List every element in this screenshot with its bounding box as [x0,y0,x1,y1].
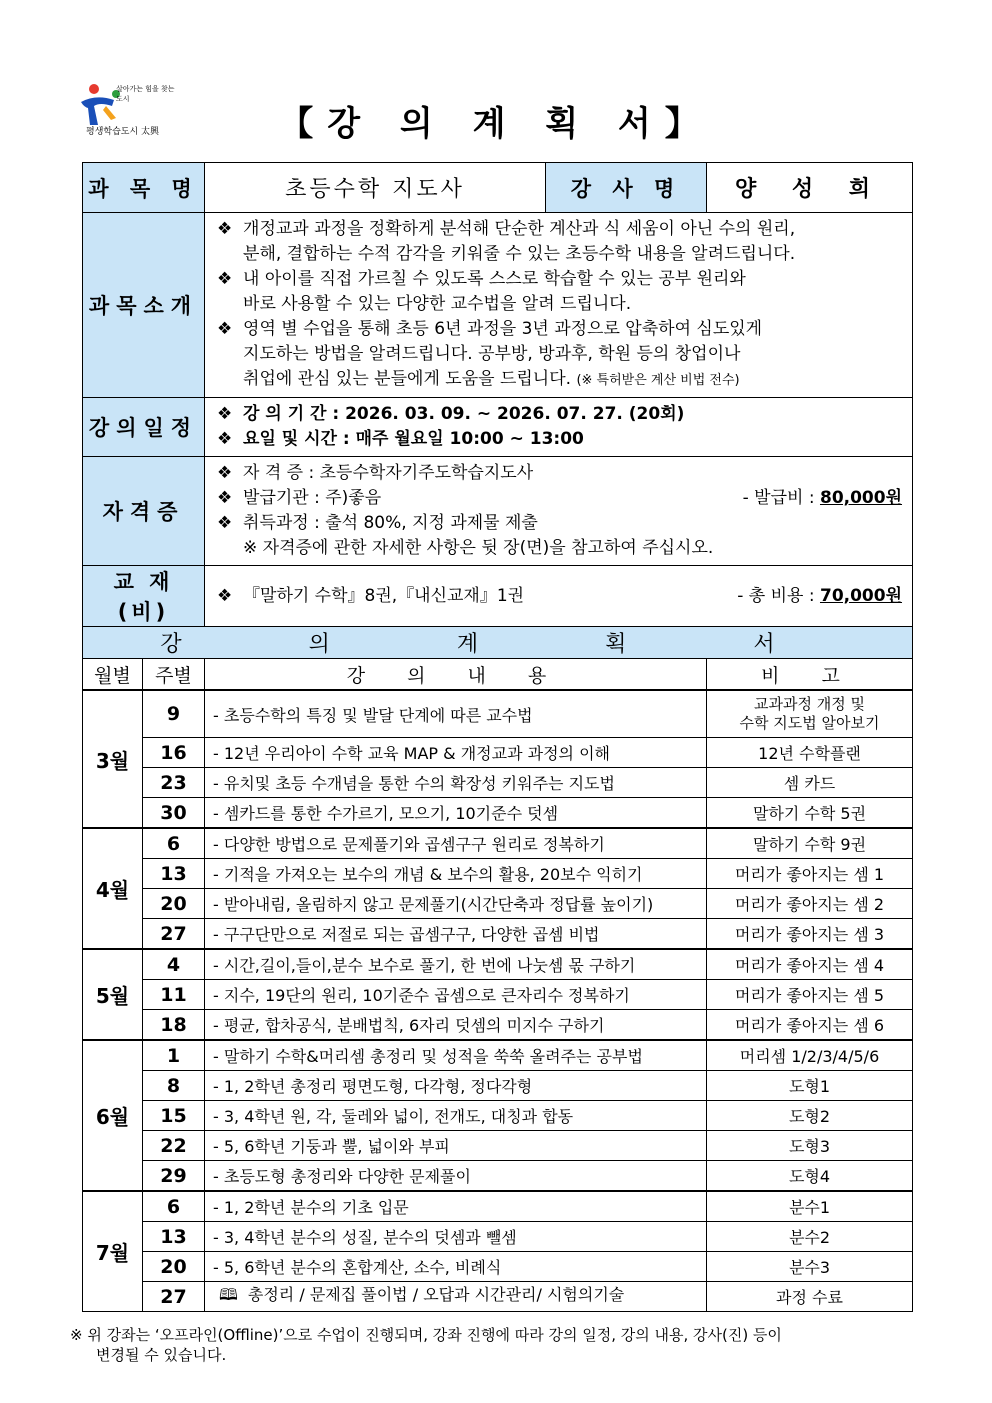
content-cell [205,798,707,829]
content-text: - 유치및 초등 수개념을 통한 수의 확장성 키워주는 지도법 [213,774,615,793]
footer-note [70,1325,918,1365]
week-cell: 1 [143,1040,205,1071]
textbook-item: ❖ 『말하기 수학』8권,『내신교재』1권 - 총 비용 : 70,000원 [217,584,902,609]
content-cell [205,949,707,980]
content-cell [205,690,707,738]
table-row [83,798,913,829]
table-row [83,1071,913,1101]
content-cell [205,1222,707,1252]
cert-issuer: ❖ 발급기관 : 주)좋음 - 발급비 : 80,000원 [217,486,902,511]
note-cell [707,949,913,980]
schedule-time: ❖ 요일 및 시간 : 매주 월요일 10:00 ~ 13:00 [217,427,902,452]
content-text: - 받아내림, 올림하지 않고 문제풀기(시간단축과 정답률 높이기) [213,895,654,914]
table-row [83,1282,913,1312]
content-text: - 말하기 수학&머리셈 총정리 및 성적을 쑥쑥 올려주는 공부법 [213,1047,643,1066]
intro-item-cont: 취업에 관심 있는 분들에게 도움을 드립니다. (※ 특허받은 계산 비법 전수) [243,369,740,389]
content-text: - 5, 6학년 기둥과 뿔, 넓이와 부피 [213,1137,450,1156]
diamond-bullet-icon: ❖ [217,513,233,533]
table-row [83,1010,913,1041]
diamond-bullet-icon: ❖ [217,269,233,289]
table-row [83,1131,913,1161]
note-cell [707,798,913,829]
note-cell [707,919,913,950]
content-text: - 평균, 합차공식, 분배법칙, 6자리 덧셈의 미지수 구하기 [213,1016,605,1035]
cert-fee: - 발급비 : 80,000원 [742,488,903,508]
note-text: 머리가 좋아지는 셈 1 [734,865,885,884]
note-text: 도형3 [788,1137,831,1156]
note-text: 교과과정 개정 및 [754,695,865,713]
week-cell: 6 [143,828,205,859]
week-cell: 18 [143,1010,205,1041]
week-cell: 11 [143,980,205,1010]
month-cell: 6월 [83,1040,143,1191]
content-cell [205,828,707,859]
document-title: 【강 의 계 획 서】 [279,104,713,144]
month-cell: 4월 [83,828,143,949]
intro-item: ❖ 개정교과 과정을 정확하게 분석해 단순한 계산과 식 세움이 아닌 수의 원리, [217,217,902,242]
content-cell [205,919,707,950]
note-cell [707,1191,913,1222]
week-cell: 9 [143,690,205,738]
cert-note: ※ 자격증에 관한 자세한 사항은 뒷 장(면)을 참고하여 주십시오. [243,538,714,558]
table-row [83,1161,913,1192]
content-text: - 구구단만으로 저절로 되는 곱셈구구, 다양한 곱셈 비법 [213,925,600,944]
content-cell [205,1131,707,1161]
content-text: - 초등수학의 특징 및 발달 단계에 따른 교수법 [213,705,533,725]
intro-label: 과목소개 [83,213,205,398]
note-text: 머리가 좋아지는 셈 6 [734,1016,885,1035]
table-row [83,949,913,980]
note-cell [707,1131,913,1161]
table-row [83,1101,913,1131]
column-header-row [83,659,913,691]
table-row [83,690,913,738]
note-cell [707,1010,913,1041]
week-cell: 20 [143,1252,205,1282]
note-text: 분수2 [788,1228,831,1247]
note-cell [707,738,913,768]
patent-note: (※ 특허받은 계산 비법 전수) [576,373,740,388]
week-cell: 6 [143,1191,205,1222]
diamond-bullet-icon: ❖ [217,404,233,424]
content-cell [205,1101,707,1131]
week-cell: 23 [143,768,205,798]
instructor-label: 강 사 명 [546,163,707,213]
diamond-bullet-icon: ❖ [217,585,233,606]
intro-item-cont: 바로 사용할 수 있는 다양한 교수법을 알려 드립니다. [243,294,632,314]
note-text: 분수3 [788,1258,831,1277]
note-text: 분수1 [788,1198,831,1217]
schedule-period: ❖ 강 의 기 간 : 2026. 03. 09. ~ 2026. 07. 27. (20회) [217,402,902,427]
week-cell: 13 [143,859,205,889]
note-text: 머리셈 1/2/3/4/5/6 [739,1047,880,1066]
intro-content [205,213,913,398]
intro-row [83,213,913,398]
content-cell [205,1040,707,1071]
table-row [83,1191,913,1222]
content-cell [205,1161,707,1192]
textbook-label: 교 재 (비) [83,566,205,627]
week-cell: 15 [143,1101,205,1131]
schedule-content [205,398,913,457]
cert-name: ❖ 자 격 증 : 초등수학자기주도학습지도사 [217,461,902,486]
intro-item-cont: 분해, 결합하는 수적 감각을 키워줄 수 있는 초등수학 내용을 알려드립니다. [243,244,796,264]
content-text: - 3, 4학년 분수의 성질, 분수의 덧셈과 뺄셈 [213,1228,517,1247]
note-text: 도형4 [788,1167,831,1186]
content-text: - 1, 2학년 분수의 기초 입문 [213,1198,409,1217]
note-text: 12년 수학플랜 [758,744,861,763]
table-row [83,1040,913,1071]
week-cell: 4 [143,949,205,980]
note-text: 머리가 좋아지는 셈 3 [734,925,885,944]
note-cell [707,889,913,919]
month-cell: 3월 [83,690,143,828]
note-text: 머리가 좋아지는 셈 5 [734,986,885,1005]
col-note: 비 고 [707,659,913,691]
content-cell [205,1282,707,1312]
week-cell: 29 [143,1161,205,1192]
table-row [83,828,913,859]
footer-line1: ※ 위 강좌는 ‘오프라인(Offline)’으로 수업이 진행되며, 강좌 진행에 따라 강의 일정, 강의 내용, 강사(진) 등이 [70,1326,782,1344]
note-cell [707,690,913,738]
note-cell [707,1071,913,1101]
note-cell [707,1222,913,1252]
content-cell [205,1252,707,1282]
col-content: 강 의 내 용 [205,659,707,691]
table-row [83,768,913,798]
book-icon: 🕮 [219,1285,238,1304]
plan-header: 강 의 계 획 서 [83,627,913,659]
note-cell [707,1161,913,1192]
content-text: - 5, 6학년 분수의 혼합계산, 소수, 비례식 [213,1258,502,1277]
week-cell: 8 [143,1071,205,1101]
diamond-bullet-icon: ❖ [217,488,233,508]
week-cell: 13 [143,1222,205,1252]
content-text: - 시간,길이,들이,분수 보수로 풀기, 한 번에 나눗셈 몫 구하기 [213,956,636,975]
week-cell: 30 [143,798,205,829]
cert-row [83,457,913,566]
syllabus-table [82,162,913,1312]
table-row [83,980,913,1010]
content-text: - 초등도형 총정리와 다양한 문제풀이 [213,1167,471,1186]
diamond-bullet-icon: ❖ [217,429,233,449]
week-cell: 22 [143,1131,205,1161]
week-cell: 16 [143,738,205,768]
content-text: - 셈카드를 통한 수가르기, 모으기, 10기준수 덧셈 [213,804,559,823]
note-cell [707,1252,913,1282]
col-week: 주별 [143,659,205,691]
table-row [83,1222,913,1252]
diamond-bullet-icon: ❖ [217,219,233,239]
subject-label: 과 목 명 [83,163,205,213]
note-cell [707,859,913,889]
week-cell: 20 [143,889,205,919]
content-cell [205,1071,707,1101]
note-cell [707,1282,913,1312]
note-text: 도형2 [788,1107,831,1126]
note-text-2: 수학 지도법 알아보기 [739,714,880,732]
content-text: - 1, 2학년 총정리 평면도형, 다각형, 정다각형 [213,1077,533,1096]
content-cell [205,1191,707,1222]
logo-name: 평생학습도시 太興 [86,127,160,137]
month-cell: 7월 [83,1191,143,1312]
intro-item: ❖ 영역 별 수업을 통해 초등 6년 과정을 3년 과정으로 압축하여 심도있게 [217,317,902,342]
footer-line2: 변경될 수 있습니다. [96,1346,227,1364]
content-cell [205,859,707,889]
subject-row [83,163,913,213]
diamond-bullet-icon: ❖ [217,319,233,339]
content-cell [205,768,707,798]
intro-item: ❖ 내 아이를 직접 가르칠 수 있도록 스스로 학습할 수 있는 공부 원리와 [217,267,902,292]
textbook-content [205,566,913,627]
table-row [83,1252,913,1282]
table-row [83,889,913,919]
note-text: 셈 카드 [783,774,836,793]
textbook-row [83,566,913,627]
plan-body [83,690,913,1312]
content-cell [205,738,707,768]
col-month: 월별 [83,659,143,691]
plan-header-row [83,627,913,659]
content-text: - 지수, 19단의 원리, 10기준수 곱셈으로 큰자리수 정복하기 [213,986,630,1005]
note-cell [707,980,913,1010]
content-text: - 다양한 방법으로 문제풀기와 곱셈구구 원리로 정복하기 [213,835,605,854]
note-cell [707,1101,913,1131]
content-cell [205,1010,707,1041]
note-text: 머리가 좋아지는 셈 2 [734,895,885,914]
note-cell [707,828,913,859]
cert-process: ❖ 취득과정 : 출석 80%, 지정 과제물 제출 [217,511,902,536]
diamond-bullet-icon: ❖ [217,463,233,483]
schedule-label: 강의일정 [83,398,205,457]
content-text: - 12년 우리아이 수학 교육 MAP & 개정교과 과정의 이해 [213,744,611,763]
table-row [83,919,913,950]
month-cell: 5월 [83,949,143,1040]
schedule-row [83,398,913,457]
content-text: 총정리 / 문제집 풀이법 / 오답과 시간관리/ 시험의기술 [247,1285,625,1304]
note-cell [707,768,913,798]
table-row [83,738,913,768]
logo-tagline: 살아가는 힘을 찾는 도시 [116,85,175,103]
cert-content [205,457,913,566]
instructor-value: 양 성 희 [707,163,913,213]
note-text: 도형1 [788,1077,831,1096]
table-row [83,859,913,889]
content-text: - 기적을 가져오는 보수의 개념 & 보수의 활용, 20보수 익히기 [213,865,643,884]
content-cell [205,889,707,919]
content-text: - 3, 4학년 원, 각, 둘레와 넓이, 전개도, 대칭과 합동 [213,1107,574,1126]
note-text: 머리가 좋아지는 셈 4 [734,956,885,975]
note-text: 말하기 수학 5권 [752,804,867,823]
subject-value: 초등수학 지도사 [205,163,546,213]
cert-label: 자격증 [83,457,205,566]
week-cell: 27 [143,1282,205,1312]
week-cell: 27 [143,919,205,950]
content-cell [205,980,707,1010]
total-cost: - 총 비용 : 70,000원 [737,585,903,606]
note-text: 과정 수료 [776,1288,843,1307]
note-cell [707,1040,913,1071]
note-text: 말하기 수학 9권 [752,835,867,854]
intro-item-cont: 지도하는 방법을 알려드립니다. 공부방, 방과후, 학원 등의 창업이나 [243,344,741,364]
